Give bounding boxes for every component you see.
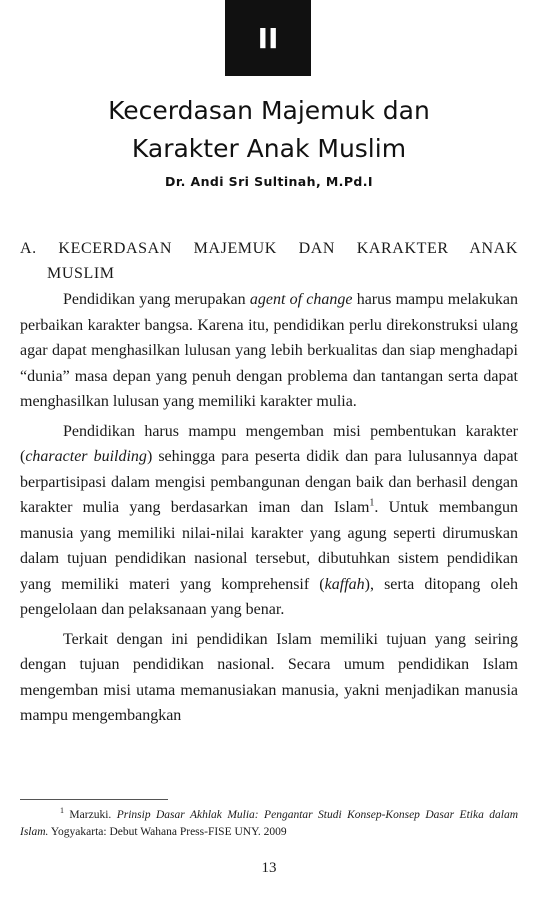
footnote-author: Marzuki. [64, 809, 117, 821]
paragraph-2 [20, 419, 518, 623]
section-heading-line-2: MUSLIM [47, 265, 115, 282]
section-label: A. [20, 240, 37, 257]
footnote-title: Prinsip Dasar Akhlak Mulia: Pengantar Studi Konsep-Konsep Dasar Etika dalam Islam. [20, 809, 518, 838]
footnote [20, 807, 518, 841]
body-text [20, 287, 518, 729]
chapter-number: II [257, 21, 279, 55]
paragraph-1 [20, 287, 518, 415]
paragraph-2-text-d: . Untuk membangun manusia yang memiliki nilai-nilai karakter yang agung seperti dirumuskan dalam tujuan pendidikan nasional tersebut, dibutuhkan sistem pendidikan yang memiliki materi yang komprehensif ( [20, 499, 519, 593]
paragraph-1-text-c: harus mampu melakukan perbaikan karakter bangsa. Karena itu, pendidikan perlu direkonstruksi ulang agar dapat menghasilkan lulusan yang lebih berkualitas dan siap menghadapi “dunia” masa depan yang penuh dengan problema dan tantangan serta dapat menghasilkan lulusan yang memiliki karakter mulia. [20, 291, 518, 410]
chapter-title-line-1: Kecerdasan Majemuk dan [108, 96, 430, 125]
paragraph-3: Terkait dengan ini pendidikan Islam memiliki tujuan yang seiring dengan tujuan pendidikan nasional. Secara umum pendidikan Islam mengemban misi utama memanusiakan manusia, yakni menjadikan manusia mampu mengembangkan [20, 630, 518, 724]
section-heading-line-1: KECERDASAN MAJEMUK DAN KARAKTER ANAK [58, 240, 518, 257]
paragraph-1-italic-term: agent of change [249, 291, 353, 308]
footnote-publisher: Yogyakarta: Debut Wahana Press-FISE UNY. 2009 [48, 826, 287, 838]
chapter-title [0, 92, 538, 168]
paragraph-2-italic-term: character building [25, 448, 147, 465]
footnote-reference[interactable]: 1 [369, 497, 375, 509]
page-number: 13 [261, 860, 277, 876]
author-name: Dr. Andi Sri Sultinah, M.Pd.I [165, 174, 373, 189]
chapter-title-line-2: Karakter Anak Muslim [131, 134, 407, 163]
paragraph-2-text-a: Pendidikan harus mampu mengemban misi pembentukan karakter ( [20, 422, 518, 465]
footnote-divider [20, 799, 168, 800]
paragraph-2-text-f: ), serta ditopang oleh pengelolaan dan pelaksanaan yang benar. [20, 575, 518, 618]
paragraph-2-text-c: ) sehingga para peserta didik dan para lulusannya dapat berpartisipasi dalam mengisi pembangunan dengan baik dan berhasil dengan karakter mulia yang berdasarkan iman dan Islam [20, 448, 518, 516]
paragraph-2-italic-kaffah: kaffah [324, 575, 365, 593]
footnote-number: 1 [60, 806, 64, 816]
paragraph-1-text-a: Pendidikan yang merupakan [63, 291, 250, 308]
section-heading [20, 236, 518, 286]
chapter-number-box [225, 0, 311, 76]
